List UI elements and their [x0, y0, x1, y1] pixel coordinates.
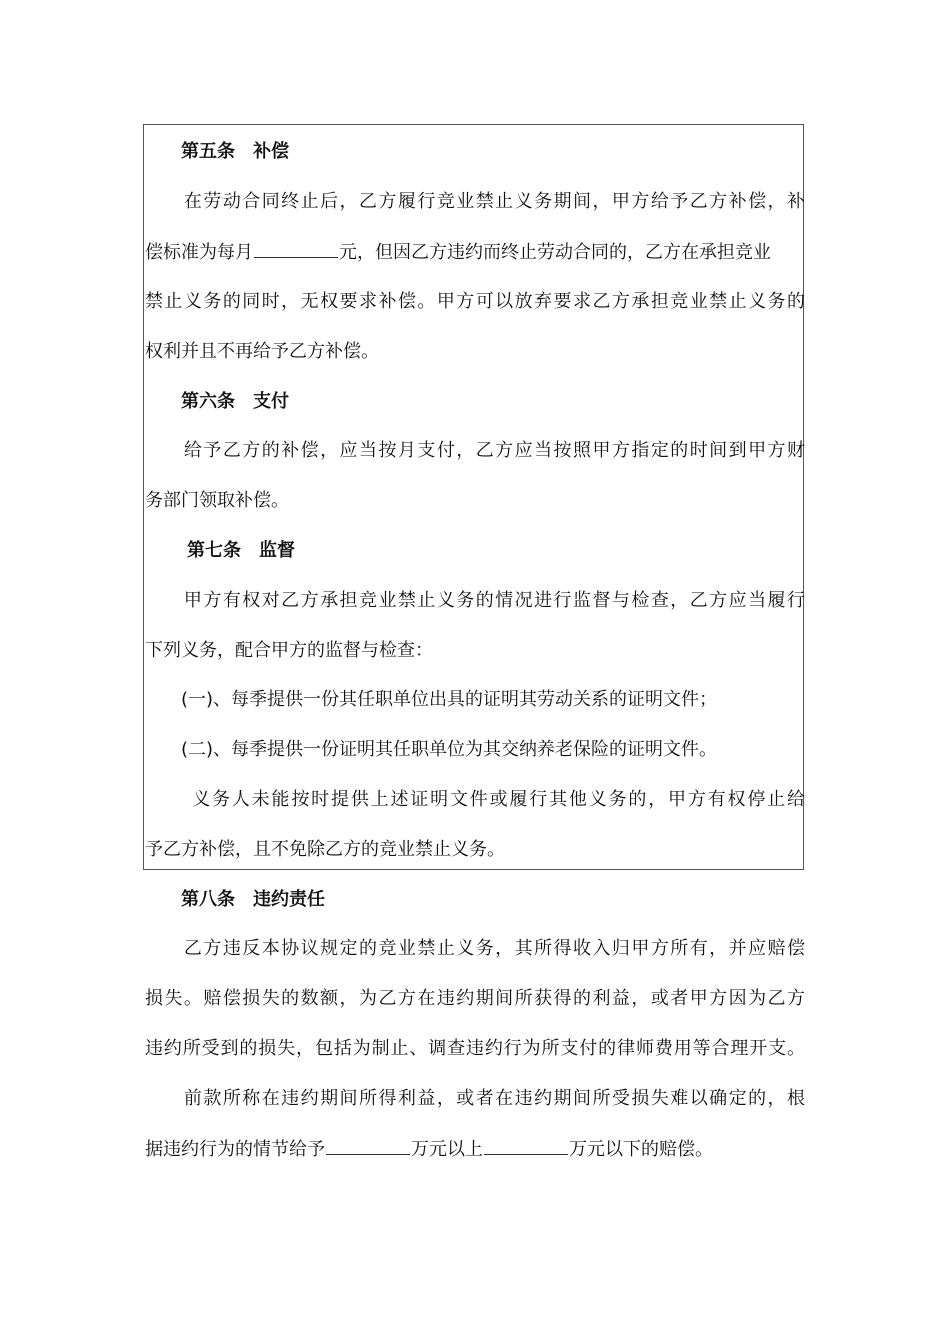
section8-p2-line2 — [145, 1136, 805, 1163]
section6-p1-line2: 务部门领取补偿。 — [145, 490, 289, 511]
section5-p1-line2-a: 偿标准为每月 — [145, 242, 253, 263]
section8-title: 第八条 违约责任 — [181, 889, 325, 910]
section7-item2: (二)、每季提供一份证明其任职单位为其交纳养老保险的证明文件。 — [145, 739, 718, 760]
section8-p2-line2-b: 万元以上 — [411, 1139, 483, 1160]
section5-p1-line3: 禁止义务的同时，无权要求补偿。甲方可以放弃要求乙方承担竞业禁止义务的 — [145, 291, 805, 312]
section7-p2-line1: 义务人未能按时提供上述证明文件或履行其他义务的，甲方有权停止给 — [145, 789, 805, 810]
section6-p1-line1: 给予乙方的补偿，应当按月支付，乙方应当按照甲方指定的时间到甲方财 — [145, 440, 805, 461]
max-amount-blank[interactable] — [484, 1136, 568, 1155]
section5-title: 第五条 补偿 — [181, 141, 289, 162]
section5-p1-line2-b: 元，但因乙方违约而终止劳动合同的，乙方在承担竞业 — [339, 242, 771, 263]
section8-p1-line1: 乙方违反本协议规定的竞业禁止义务，其所得收入归甲方所有，并应赔偿 — [145, 938, 805, 959]
section6-title: 第六条 支付 — [181, 391, 289, 412]
section7-p2-line2: 予乙方补偿，且不免除乙方的竞业禁止义务。 — [145, 839, 505, 860]
section8-p1-line2: 损失。赔偿损失的数额，为乙方在违约期间所获得的利益，或者甲方因为乙方 — [145, 988, 805, 1009]
section7-title: 第七条 监督 — [187, 540, 295, 561]
section5-p1-line1: 在劳动合同终止后，乙方履行竞业禁止义务期间，甲方给予乙方补偿，补 — [145, 191, 805, 212]
section8-p1-line3: 违约所受到的损失，包括为制止、调查违约行为所支付的律师费用等合理开支。 — [145, 1038, 805, 1059]
monthly-amount-blank[interactable] — [254, 239, 338, 258]
section5-p1-line4: 权利并且不再给予乙方补偿。 — [145, 341, 379, 362]
section5-p1-line2 — [145, 239, 805, 266]
section8-p2-line2-a: 据违约行为的情节给予 — [145, 1139, 325, 1160]
section7-item1: (一)、每季提供一份其任职单位出具的证明其劳动关系的证明文件； — [145, 689, 718, 710]
section8-p2-line1: 前款所称在违约期间所得利益，或者在违约期间所受损失难以确定的，根 — [145, 1088, 805, 1109]
min-amount-blank[interactable] — [326, 1136, 410, 1155]
section7-p1-line2: 下列义务，配合甲方的监督与检查： — [145, 640, 433, 661]
section7-p1-line1: 甲方有权对乙方承担竞业禁止义务的情况进行监督与检查，乙方应当履行 — [145, 590, 805, 611]
section8-p2-line2-c: 万元以下的赔偿。 — [569, 1139, 713, 1160]
